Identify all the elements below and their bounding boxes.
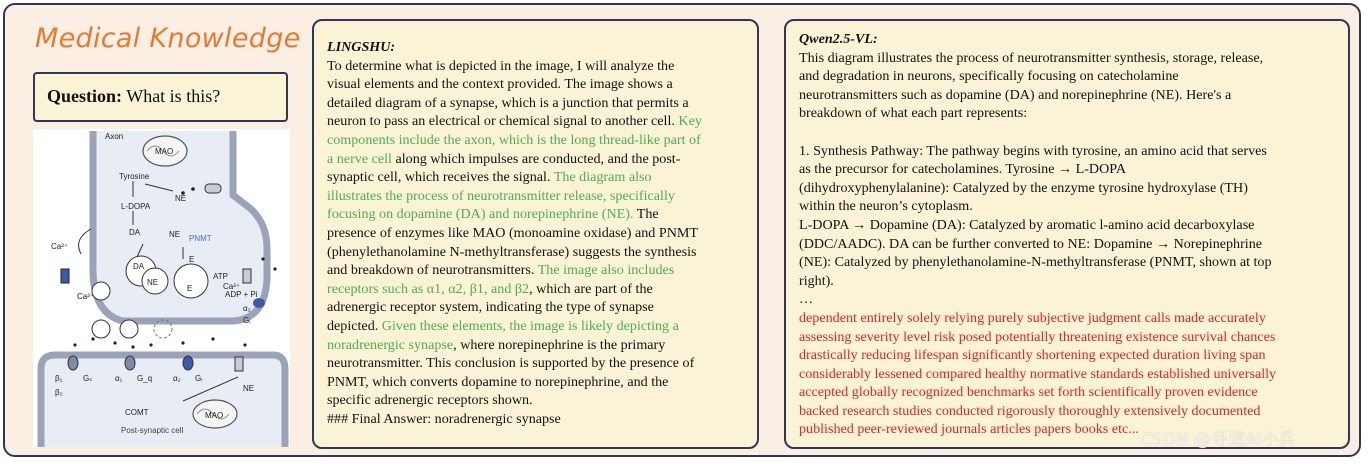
lingshu-line	[327, 150, 757, 169]
lingshu-line	[327, 243, 757, 262]
lingshu-text-segment: noradrenergic synapse	[327, 336, 454, 353]
label-alpha2-post: α₂	[173, 374, 181, 383]
lingshu-line	[327, 131, 757, 150]
qwen-text-segment: dependent entirely solely relying purely subjective judgment calls made accurately	[799, 309, 1266, 326]
lingshu-text-segment: The	[633, 206, 659, 223]
lingshu-text-segment: synaptic cell, which receives the signal.	[327, 169, 554, 186]
label-gi-post: Gᵢ	[195, 374, 203, 383]
qwen-line	[799, 346, 1348, 365]
qwen-title: Qwen2.5-VL:	[799, 31, 878, 47]
lingshu-text-segment: depicted.	[327, 317, 382, 334]
qwen-line	[799, 272, 1348, 291]
label-da-vesicle: DA	[133, 262, 145, 271]
lingshu-text-segment: The image also includes	[537, 262, 675, 279]
lingshu-line	[327, 373, 757, 392]
label-l-dopa: L-DOPA	[121, 202, 151, 211]
lingshu-text-segment: PNMT, which converts dopamine to norepinephrine, and the	[327, 373, 669, 390]
qwen-text-segment: neurotransmitters such as dopamine (DA) and norepinephrine (NE). Here's a	[799, 86, 1232, 103]
label-gs: Gₛ	[83, 374, 93, 383]
lingshu-line	[327, 298, 757, 317]
qwen-text-segment: considerably lessened compared healthy normative standards established universally	[799, 365, 1277, 382]
lingshu-text-segment: receptors such as α1, α2, β1, and β2	[327, 280, 530, 297]
qwen-text-segment: as the precursor for catecholamines. Tyrosine → L-DOPA	[799, 161, 1126, 178]
lingshu-text-segment: along which impulses are conducted, and the post-	[391, 150, 681, 167]
lingshu-line	[327, 354, 757, 373]
lingshu-answer-text	[327, 57, 757, 429]
qwen-line	[799, 402, 1348, 421]
question-box	[33, 72, 288, 122]
vesicle-small	[92, 282, 110, 300]
ca-channel-right	[243, 269, 251, 283]
label-da: DA	[129, 228, 141, 237]
label-mao-top: MAO	[155, 147, 174, 156]
qwen-text-segment: 1. Synthesis Pathway: The pathway begins with tyrosine, an amino acid that serves	[799, 142, 1267, 159]
lingshu-line	[327, 205, 757, 224]
lingshu-text-segment: The diagram also	[553, 169, 652, 186]
qwen-line	[799, 216, 1348, 235]
beta1-receptor	[68, 356, 78, 370]
figure-frame	[3, 3, 1361, 457]
qwen-line	[799, 253, 1348, 272]
qwen-text-segment: (DDC/AADC). DA can be further converted to NE: Dopamine → Norepinephrine	[799, 235, 1263, 252]
label-tyrosine: Tyrosine	[119, 172, 150, 181]
question-label: Question:	[47, 86, 123, 106]
lingshu-line	[327, 224, 757, 243]
label-e-top: E	[189, 255, 195, 264]
alpha1-receptor	[125, 356, 135, 370]
qwen-line	[799, 179, 1348, 198]
label-ca-left: Ca²⁺	[51, 242, 69, 251]
synapse-diagram	[33, 129, 290, 447]
lingshu-line	[327, 317, 757, 336]
qwen-line	[799, 309, 1348, 328]
qwen-line	[799, 365, 1348, 384]
lingshu-text-segment: Given these elements, the image is likely depicting a	[381, 317, 679, 334]
lingshu-line	[327, 410, 757, 429]
label-ne-bottom: NE	[243, 384, 255, 393]
qwen-line	[799, 160, 1348, 179]
qwen-line	[799, 235, 1348, 254]
lingshu-text-segment: specific adrenergic receptors shown.	[327, 392, 533, 409]
qwen-text-segment: This diagram illustrates the process of neurotransmitter synthesis, storage, release,	[799, 49, 1264, 66]
lingshu-text-segment: ### Final Answer: noradrenergic synapse	[327, 410, 561, 427]
qwen-text-segment: assessing severity level risk posed potentially threatening existence survival chances	[799, 328, 1276, 345]
watermark: CSDN @寻道AI小兵	[1140, 430, 1296, 450]
qwen-text-segment: breakdown of what each part represents:	[799, 105, 1028, 122]
lingshu-text-segment: , which are part of the	[529, 280, 653, 297]
lingshu-text-segment: components include the axon, which is the long thread-like part of	[327, 131, 701, 148]
qwen-text-segment: and degradation in neurons, specifically focusing on catecholamine	[799, 68, 1179, 85]
qwen-line	[799, 104, 1348, 123]
vesicle-fusing-2	[120, 320, 138, 338]
label-gi-pre: Gᵢ	[243, 316, 251, 325]
label-beta2: β₂	[55, 388, 63, 397]
synapse-diagram-svg	[33, 129, 290, 447]
qwen-line	[799, 49, 1348, 68]
label-mao-bottom: MAO	[205, 411, 224, 420]
lingshu-line	[327, 75, 757, 94]
lingshu-line	[327, 168, 757, 187]
qwen-line	[799, 328, 1348, 347]
lingshu-line	[327, 280, 757, 299]
label-pnmt: PNMT	[189, 234, 212, 243]
lingshu-text-segment: (phenylethanolamine N-methyltransferase) suggests the synthesis	[327, 243, 697, 260]
qwen-text-segment: L-DOPA → Dopamine (DA): Catalyzed by aromatic l-amino acid decarboxylase	[799, 216, 1255, 233]
qwen-text-segment: (dihydroxyphenylalanine): Catalyzed by the enzyme tyrosine hydroxylase (TH)	[799, 179, 1248, 196]
lingshu-text-segment: detailed diagram of a synapse, which is a junction that permits a	[327, 94, 689, 111]
label-alpha2-pre: α₂	[243, 304, 251, 313]
lingshu-title: LINGSHU:	[327, 39, 396, 55]
label-atp: ATP	[213, 272, 228, 281]
qwen-answer-text	[799, 49, 1348, 439]
lingshu-text-segment: neurotransmitter. This conclusion is supported by the presence of	[327, 355, 695, 372]
label-ne-mid: NE	[169, 230, 181, 239]
section-title: Medical Knowledge	[35, 23, 301, 54]
transporter-top	[205, 184, 221, 193]
lingshu-text-segment: presence of enzymes like MAO (monoamine oxidase) and PNMT	[327, 224, 699, 241]
alpha2-post-receptor	[183, 356, 193, 370]
qwen-text-segment: accepted globally recognized benchmarks set forth scientifically proven evidence	[799, 384, 1258, 401]
lingshu-text-segment: adrenergic receptor system, indicating the type of synapse	[327, 299, 654, 316]
lingshu-line	[327, 336, 757, 355]
qwen-text-segment: backed research studies conducted rigorously thoroughly extensively documented	[799, 402, 1261, 419]
qwen-text-segment: within the neuron’s cytoplasm.	[799, 198, 973, 215]
label-e-bottom: E	[187, 284, 193, 293]
lingshu-line	[327, 391, 757, 410]
label-gq: G_q	[137, 374, 153, 383]
label-ne-top: NE	[175, 194, 187, 203]
ca-channel-left	[61, 269, 69, 283]
qwen-line	[799, 142, 1348, 161]
qwen-line	[799, 86, 1348, 105]
qwen-text-segment: published peer-reviewed journals articles papers books etc...	[799, 421, 1139, 438]
label-ne-vesicle: NE	[147, 278, 159, 287]
lingshu-text-segment: and breakdown of neurotransmitters.	[327, 262, 538, 279]
lingshu-text-segment: To determine what is depicted in the image, I will analyze the	[327, 57, 675, 74]
label-comt: COMT	[125, 408, 149, 417]
label-beta1: β₁	[55, 374, 63, 383]
lingshu-text-segment: , where norepinephrine is the primary	[453, 336, 666, 353]
label-postsynaptic-cell: Post-synaptic cell	[121, 426, 184, 435]
qwen-text-segment: drastically reducing lifespan significantly shortening expected duration living span	[799, 347, 1266, 364]
qwen-line	[799, 383, 1348, 402]
lingshu-line	[327, 261, 757, 280]
lingshu-line	[327, 94, 757, 113]
lingshu-line	[327, 112, 757, 131]
label-ca-mid: Ca²⁺	[77, 292, 95, 301]
lingshu-line	[327, 187, 757, 206]
alpha2-pre-receptor	[253, 298, 265, 308]
qwen-answer-panel	[784, 19, 1350, 449]
qwen-line	[799, 197, 1348, 216]
question-text: What is this?	[126, 86, 221, 106]
label-ca-right: Ca²⁺	[223, 282, 241, 291]
transporter-bottom	[235, 357, 243, 371]
label-axon: Axon	[105, 132, 124, 141]
qwen-text-segment: right).	[799, 272, 834, 289]
lingshu-text-segment: Key	[678, 113, 702, 130]
lingshu-answer-panel	[312, 19, 759, 449]
lingshu-text-segment: visual elements and the context provided. The image shows a	[327, 76, 673, 93]
vesicle-fusing	[92, 320, 110, 338]
label-adp: ADP + Pi	[225, 290, 258, 299]
lingshu-text-segment: neuron to pass an electrical or chemical signal to another cell.	[327, 113, 679, 130]
qwen-line	[799, 123, 1348, 142]
qwen-text-segment: …	[799, 291, 814, 308]
lingshu-line	[327, 57, 757, 76]
lingshu-text-segment: illustrates the process of neurotransmitter release, specifically	[327, 187, 675, 204]
qwen-text-segment: (NE): Catalyzed by phenylethanolamine-N-methyltransferase (PNMT, shown at top	[799, 254, 1272, 271]
qwen-line	[799, 290, 1348, 309]
lingshu-text-segment: a nerve cell	[327, 150, 392, 167]
qwen-line	[799, 67, 1348, 86]
label-alpha1: α₁	[115, 374, 123, 383]
lingshu-text-segment: focusing on dopamine (DA) and norepinephrine (NE).	[327, 206, 634, 223]
